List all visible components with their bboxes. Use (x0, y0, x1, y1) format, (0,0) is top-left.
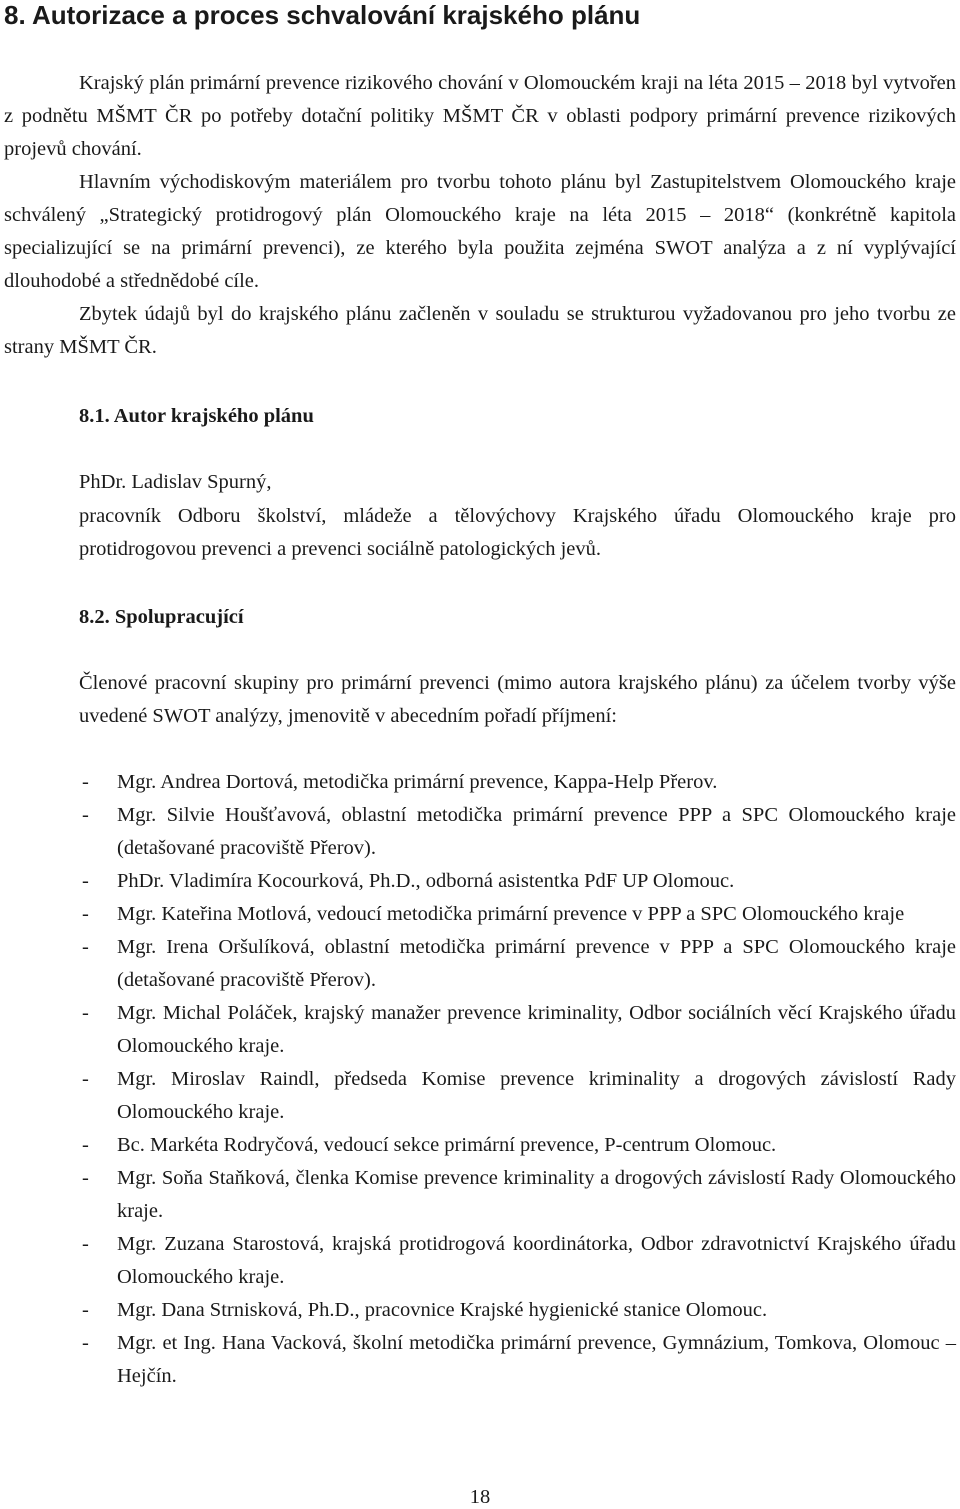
list-item (0, 799, 956, 865)
author-heading: 8.1. Autor krajského plánu (79, 405, 314, 427)
member-text: Mgr. Michal Poláček, krajský manažer prevence kriminality, Odbor sociálních věcí Krajského úřadu Olomouckého kraje. (117, 1002, 956, 1057)
list-bullet: - (82, 1167, 89, 1189)
list-item (0, 898, 956, 931)
list-bullet: - (82, 903, 89, 925)
member-text: Mgr. Andrea Dortová, metodička primární prevence, Kappa-Help Přerov. (117, 771, 718, 793)
intro-paragraph-2: Hlavním východiskovým materiálem pro tvorbu tohoto plánu byl Zastupitelstvem Olomouckého kraje schválený „Strategický protidrogový plán Olomouckého kraje na léta 2015 – 2018“ (konkrétně kapitola specializující se na primární prevenci), ze kterého byla použita zejména SWOT analýza a z ní vyplývající dlouhodobé a střednědobé cíle. (4, 171, 956, 292)
page-number: 18 (469, 1486, 491, 1508)
intro-paragraph-3: Zbytek údajů byl do krajského plánu začleněn v souladu se strukturou vyžadovanou pro jeho tvorbu ze strany MŠMT ČR. (4, 303, 956, 358)
list-item (0, 865, 956, 898)
member-text: Mgr. Silvie Houšťavová, oblastní metodička primární prevence PPP a SPC Olomouckého kraje (detašované pracoviště Přerov). (117, 804, 956, 859)
collaborators-intro: Členové pracovní skupiny pro primární prevenci (mimo autora krajského plánu) za účelem tvorby výše uvedené SWOT analýzy, jmenovitě v abecedním pořadí příjmení: (79, 672, 956, 727)
list-bullet: - (82, 936, 89, 958)
list-bullet: - (82, 1299, 89, 1321)
collaborators-heading: 8.2. Spolupracující (79, 606, 244, 628)
list-bullet: - (82, 804, 89, 826)
list-item (0, 1327, 956, 1393)
list-bullet: - (82, 870, 89, 892)
list-bullet: - (82, 1332, 89, 1354)
member-text: Mgr. Soňa Staňková, členka Komise prevence kriminality a drogových závislostí Rady Olomouckého kraje. (117, 1167, 956, 1222)
list-item (0, 997, 956, 1063)
member-text: Mgr. et Ing. Hana Vacková, školní metodička primární prevence, Gymnázium, Tomkova, Olomouc – Hejčín. (117, 1332, 956, 1387)
author-name: PhDr. Ladislav Spurný, (79, 471, 272, 493)
list-item (0, 1162, 956, 1228)
author-role: pracovník Odboru školství, mládeže a tělovýchovy Krajského úřadu Olomouckého kraje pro protidrogovou prevenci a prevenci sociálně patologických jevů. (79, 505, 956, 560)
list-bullet: - (82, 1068, 89, 1090)
list-item (0, 1129, 956, 1162)
list-item (0, 1294, 956, 1327)
list-item (0, 1063, 956, 1129)
intro-paragraph-1: Krajský plán primární prevence rizikového chování v Olomouckém kraji na léta 2015 – 2018 byl vytvořen z podnětu MŠMT ČR po potřeby dotační politiky MŠMT ČR v oblasti podpory primární prevence rizikových projevů chování. (4, 72, 956, 160)
member-text: Bc. Markéta Rodryčová, vedoucí sekce primární prevence, P-centrum Olomouc. (117, 1134, 777, 1156)
member-text: PhDr. Vladimíra Kocourková, Ph.D., odborná asistentka PdF UP Olomouc. (117, 870, 735, 892)
members-list (0, 766, 960, 1393)
list-bullet: - (82, 771, 89, 793)
section-heading: 8. Autorizace a proces schvalování krajského plánu (4, 0, 641, 30)
list-item (0, 766, 956, 799)
member-text: Mgr. Dana Strnisková, Ph.D., pracovnice Krajské hygienické stanice Olomouc. (117, 1299, 768, 1321)
list-item (0, 931, 956, 997)
member-text: Mgr. Zuzana Starostová, krajská protidrogová koordinátorka, Odbor zdravotnictví Krajského úřadu Olomouckého kraje. (117, 1233, 956, 1288)
list-bullet: - (82, 1134, 89, 1156)
list-bullet: - (82, 1233, 89, 1255)
list-item (0, 1228, 956, 1294)
member-text: Mgr. Kateřina Motlová, vedoucí metodička primární prevence v PPP a SPC Olomouckého kraje (117, 903, 905, 925)
list-bullet: - (82, 1002, 89, 1024)
member-text: Mgr. Miroslav Raindl, předseda Komise prevence kriminality a drogových závislostí Rady Olomouckého kraje. (117, 1068, 956, 1123)
member-text: Mgr. Irena Oršulíková, oblastní metodička primární prevence v PPP a SPC Olomouckého kraje (detašované pracoviště Přerov). (117, 936, 956, 991)
